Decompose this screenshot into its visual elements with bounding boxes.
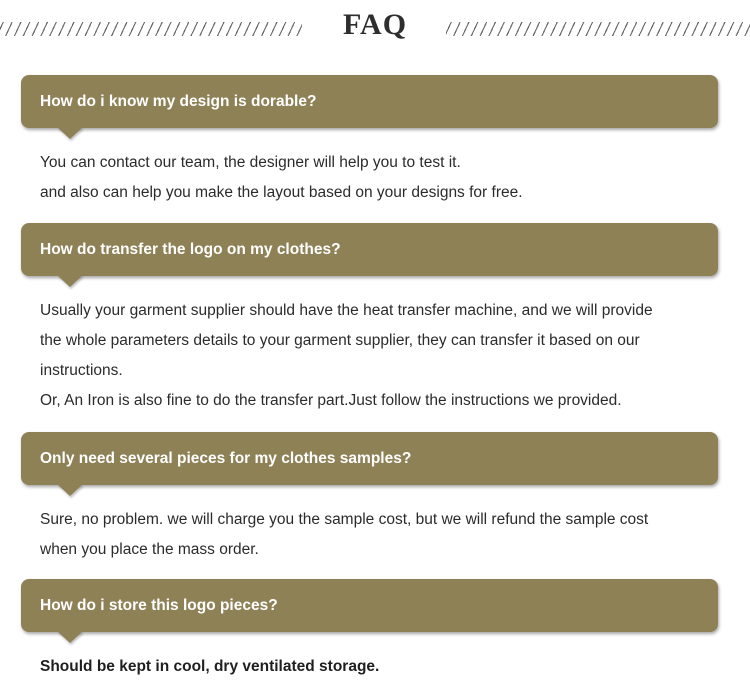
answer-line: Should be kept in cool, dry ventilated storage. (40, 658, 380, 675)
faq-question-3: Only need several pieces for my clothes samples? (40, 450, 412, 467)
faq-answer-4 (40, 652, 720, 682)
faq-question-box-1 (21, 75, 718, 128)
answer-line: instructions. (40, 362, 123, 379)
speech-tail-icon (57, 127, 83, 139)
answer-line: You can contact our team, the designer will help you to test it. (40, 154, 461, 171)
faq-answer-1 (40, 148, 720, 208)
decorative-hatch-left (0, 22, 302, 36)
faq-header (0, 0, 750, 56)
faq-answer-2 (40, 296, 720, 416)
decorative-hatch-right (446, 22, 750, 36)
faq-question-1: How do i know my design is dorable? (40, 93, 317, 110)
faq-question-box-3 (21, 432, 718, 485)
faq-question-2: How do transfer the logo on my clothes? (40, 241, 341, 258)
faq-answer-3 (40, 505, 720, 565)
answer-line: Sure, no problem. we will charge you the sample cost, but we will refund the sample cost (40, 511, 649, 528)
page-title: FAQ (342, 8, 408, 41)
speech-tail-icon (57, 631, 83, 643)
answer-line: Usually your garment supplier should have the heat transfer machine, and we will provide (40, 302, 653, 319)
faq-question-4: How do i store this logo pieces? (40, 597, 278, 614)
faq-question-box-4 (21, 579, 718, 632)
answer-line: and also can help you make the layout based on your designs for free. (40, 184, 523, 201)
faq-question-box-2 (21, 223, 718, 276)
answer-line: when you place the mass order. (40, 541, 259, 558)
answer-line: the whole parameters details to your garment supplier, they can transfer it based on our (40, 332, 640, 349)
speech-tail-icon (57, 484, 83, 496)
speech-tail-icon (57, 275, 83, 287)
answer-line: Or, An Iron is also fine to do the transfer part.Just follow the instructions we provided. (40, 392, 622, 409)
